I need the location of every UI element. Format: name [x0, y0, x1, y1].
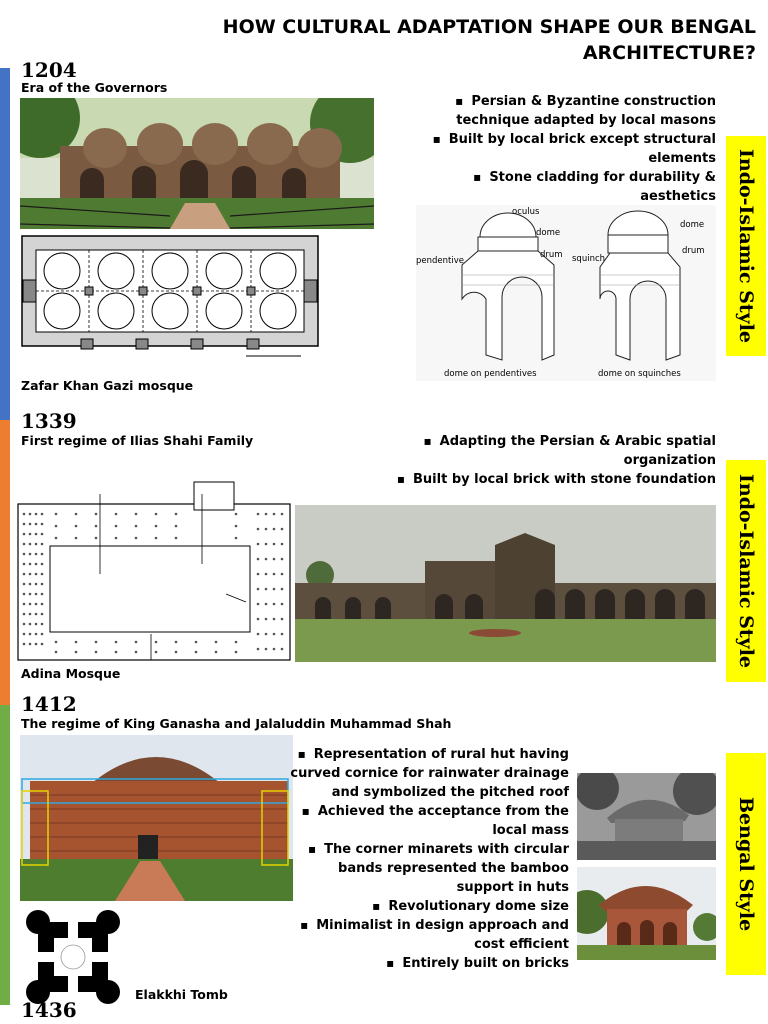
era-1204: Era of the Governors: [21, 80, 168, 95]
year-1204: 1204: [21, 58, 77, 82]
bullet-item: ▪ Minimalist in design approach and cost efficient: [289, 916, 569, 954]
bullets-1339: [386, 432, 716, 489]
label-dome-on-pendentives: dome on pendentives: [444, 369, 537, 379]
bullet-item: ▪ The corner minarets with circular bands represented the bamboo support in huts: [289, 840, 569, 897]
rural-hut-photo: [577, 773, 716, 860]
adina-mosque-floor-plan: [16, 474, 292, 662]
elakkhi-tomb-photo: [20, 735, 293, 901]
bullet-item: ▪ Entirely built on bricks: [289, 954, 569, 973]
bengal-style-temple-photo: [577, 867, 716, 960]
bullet-item: ▪ Built by local brick except structural elements: [396, 130, 716, 168]
label-oculus: oculus: [512, 207, 540, 217]
section-bar-1204: [0, 68, 10, 420]
zafar-khan-gazi-floor-plan: [21, 235, 319, 359]
era-1412: The regime of King Ganasha and Jalaluddin Muhammad Shah: [21, 716, 452, 731]
label-dome-right: dome: [680, 220, 705, 230]
section-bar-1412: [0, 705, 10, 1005]
caption-adina-mosque: Adina Mosque: [21, 666, 121, 681]
bullet-item: ▪ Representation of rural hut having curved cornice for rainwater drainage and symbolized the pitched roof: [289, 745, 569, 802]
adina-mosque-photo: [295, 505, 716, 662]
section-bar-1339: [0, 420, 10, 705]
bullet-item: ▪ Persian & Byzantine construction technique adapted by local masons: [396, 92, 716, 130]
style-tag-1412: [726, 753, 766, 975]
bullet-item: ▪ Adapting the Persian & Arabic spatial organization: [386, 432, 716, 470]
bullet-item: ▪ Achieved the acceptance from the local mass: [289, 802, 569, 840]
bullet-item: ▪ Built by local brick with stone foundation: [386, 470, 716, 489]
year-1339: 1339: [21, 409, 77, 433]
caption-zafar-khan-gazi: Zafar Khan Gazi mosque: [21, 378, 194, 393]
bullet-item: ▪ Stone cladding for durability & aesthetics: [396, 168, 716, 206]
style-tag-1339: [726, 460, 766, 682]
style-tag-label: Indo-Islamic Style: [735, 473, 757, 668]
label-pendentive: pendentive: [416, 256, 464, 266]
dome-construction-diagram: [416, 205, 716, 381]
bullet-item: ▪ Revolutionary dome size: [289, 897, 569, 916]
zafar-khan-gazi-mosque-photo: [20, 98, 374, 229]
label-squinch: squinch: [572, 254, 606, 264]
year-1436: 1436: [21, 998, 77, 1022]
style-tag-label: Indo-Islamic Style: [735, 148, 757, 343]
page-title: HOW CULTURAL ADAPTATION SHAPE OUR BENGAL ARCHITECTURE?: [222, 16, 756, 64]
label-dome-left: dome: [536, 228, 561, 238]
bullets-1412: [289, 745, 569, 973]
label-drum-left: drum: [540, 250, 563, 260]
label-dome-on-squinches: dome on squinches: [598, 369, 681, 379]
elakkhi-tomb-floor-plan: [24, 908, 122, 1006]
bullets-1204: [396, 92, 716, 206]
caption-elakkhi-tomb: Elakkhi Tomb: [135, 987, 228, 1002]
era-1339: First regime of Ilias Shahi Family: [21, 433, 254, 448]
style-tag-label: Bengal Style: [735, 796, 757, 932]
year-1412: 1412: [21, 692, 77, 716]
label-drum-right: drum: [682, 246, 705, 256]
style-tag-1204: [726, 136, 766, 356]
